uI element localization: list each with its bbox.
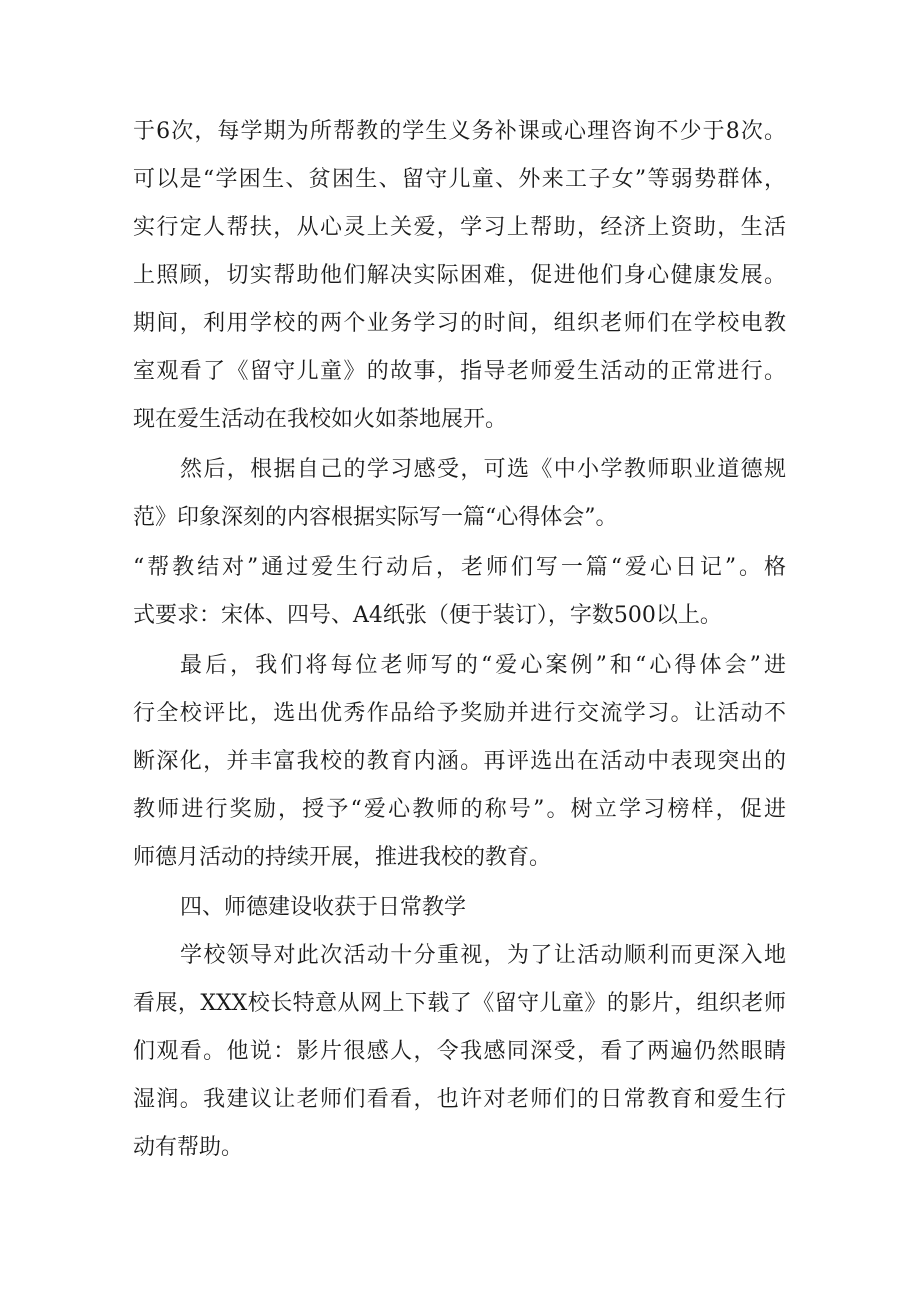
body-text-line: 现在爱生活动在我校如火如荼地展开。 (133, 407, 508, 432)
body-text-line: 式要求：宋体、四号、A4纸张（便于装订），字数500以上。 (133, 603, 722, 628)
body-text-line: 学校领导对此次活动十分重视，为了让活动顺利而更深入地 (180, 943, 786, 968)
body-text-line: 于6次，每学期为所帮教的学生义务补课或心理咨询不少于8次。 (133, 119, 786, 144)
body-text-line: 最后，我们将每位老师写的“爱心案例”和“心得体会”进 (180, 653, 786, 678)
body-text-line: 范》印象深刻的内容根据实际写一篇“心得体会”。 (133, 505, 618, 530)
body-text-line: 可以是“学困生、贫困生、留守儿童、外来工子女”等弱势群体， (133, 167, 786, 192)
body-text-line: 室观看了《留守儿童》的故事，指导老师爱生活动的正常进行。 (133, 359, 786, 384)
body-text-line: 断深化，并丰富我校的教育内涵。再评选出在活动中表现突出的 (133, 749, 786, 774)
section-heading: 四、师德建设收获于日常教学 (180, 895, 467, 920)
body-text-line: 期间，利用学校的两个业务学习的时间，组织老师们在学校电教 (133, 311, 786, 336)
body-text-line: 们观看。他说：影片很感人，令我感同深受，看了两遍仍然眼睛 (133, 1039, 786, 1064)
body-text-line: 师德月活动的持续开展，推进我校的教育。 (133, 845, 552, 870)
body-text-line: 上照顾，切实帮助他们解决实际困难，促进他们身心健康发展。 (133, 263, 786, 288)
body-text-line: 动有帮助。 (133, 1135, 244, 1160)
body-text-line: 行全校评比，选出优秀作品给予奖励并进行交流学习。让活动不 (133, 701, 786, 726)
body-text-line: 然后，根据自己的学习感受，可选《中小学教师职业道德规 (180, 457, 786, 482)
body-text-line: “帮教结对”通过爱生行动后，老师们写一篇“爱心日记”。格 (133, 555, 786, 580)
body-text-line: 教师进行奖励，授予“爱心教师的称号”。树立学习榜样，促进 (133, 797, 786, 822)
body-text-line: 看展，XXX校长特意从网上下载了《留守儿童》的影片，组织老师 (133, 991, 786, 1016)
body-text-line: 实行定人帮扶，从心灵上关爱，学习上帮助，经济上资助，生活 (133, 215, 786, 240)
body-text-line: 湿润。我建议让老师们看看，也许对老师们的日常教育和爱生行 (133, 1087, 786, 1112)
